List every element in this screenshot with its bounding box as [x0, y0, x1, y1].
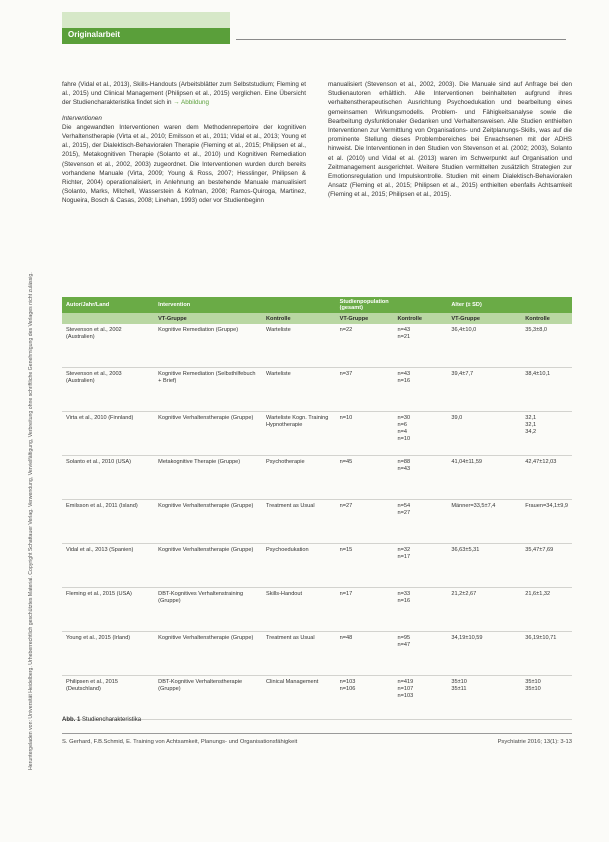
- header-band-light: [62, 12, 230, 28]
- header-population: Studienpopulation (gesamt): [336, 297, 394, 313]
- table-cell: Warteliste: [262, 368, 336, 412]
- column-right: [328, 80, 572, 200]
- table-cell: n=37: [336, 368, 394, 412]
- subheader: VT-Gruppe: [154, 313, 262, 324]
- table-row: [62, 368, 572, 412]
- right-paragraph-1: manualisiert (Stevenson et al., 2002, 2003). Die Manuale sind auf Anfrage bei den Studienautoren erhältlich. Alle Interventionen beinhalteten aufgrund ihres verhaltenstherapeutischen Ausrichtung Psychoedukation und bearbeitung eines gemeinsamen Wirkungsmodells. Problem- und Fähigkeitsanalyse sowie die Bearbeitung dysfunktionaler Gedanken und Verhaltensweisen. Alle Studien enthielten Interventionen zur Vermittlung von Organisations- und Zeitplanungs-Skills, was auf die prominente Stellung dieses Problembereiches bei Erwachsenen mit der ADHS hinweist. Die Interventionen in den Studien von Stevenson et al. (2002; 2003), Solanto et al. (2010) und Vidal et al. (2013) waren im Schwerpunkt auf Organisation und Zeitmanagement ausgerichtet. Weitere Studien vermittelten zusätzlich Strategien zur Emotionsregulation und Impulskontrolle. Studien mit einem Dialektisch-Behavioralen Ansatz (Fleming et al., 2015; Philipsen et al., 2015) enthielten ebenfalls Achtsamkeit (Fleming et al., 2015; Philipsen et al., 2015).: [328, 81, 572, 199]
- table-row: [62, 324, 572, 368]
- table-cell: 36,19±10,71: [521, 632, 572, 676]
- table-cell: 36,4±10,0: [447, 324, 521, 368]
- subheader: Kontrolle: [262, 313, 336, 324]
- table-cell: 39,4±7,7: [447, 368, 521, 412]
- table-cell: Skills-Handout: [262, 588, 336, 632]
- table-cell: n=33 n=16: [393, 588, 447, 632]
- table-row: [62, 544, 572, 588]
- table-cell: Virta et al., 2010 (Finnland): [62, 412, 154, 456]
- footer-rule: [62, 733, 572, 734]
- subheader: Kontrolle: [521, 313, 572, 324]
- table-cell: Vidal et al., 2013 (Spanien): [62, 544, 154, 588]
- footer-citation: S. Gerhard, F.B.Schmid, E. Training von Achtsamkeit, Planungs- und Organisationsfähigkeit: [62, 739, 298, 745]
- table-cell: 32,1 32,1 34,2: [521, 412, 572, 456]
- table-cell: Männer=33,5±7,4: [447, 500, 521, 544]
- table-cell: n=88 n=43: [393, 456, 447, 500]
- table-row: [62, 588, 572, 632]
- header-age-2: [521, 297, 572, 313]
- left-paragraph-1: [62, 80, 306, 108]
- table-cell: n=54 n=27: [393, 500, 447, 544]
- table-cell: n=32 n=17: [393, 544, 447, 588]
- table-cell: n=30 n=6 n=4 n=10: [393, 412, 447, 456]
- header-intervention: Intervention: [154, 297, 262, 313]
- table-row: [62, 500, 572, 544]
- subheader: VT-Gruppe: [336, 313, 394, 324]
- table-cell: Kognitive Verhaltenstherapie (Gruppe): [154, 412, 262, 456]
- subheader: VT-Gruppe: [447, 313, 521, 324]
- table-cell: Solanto et al., 2010 (USA): [62, 456, 154, 500]
- table-cell: Warteliste Kogn. Training Hypnotherapie: [262, 412, 336, 456]
- table-cell: Treatment as Usual: [262, 500, 336, 544]
- table-cell: Psychoedukation: [262, 544, 336, 588]
- table-cell: n=27: [336, 500, 394, 544]
- table-row: [62, 676, 572, 720]
- table-cell: Philipsen et al., 2015 (Deutschland): [62, 676, 154, 720]
- table-header-row: [62, 297, 572, 313]
- caption-label: Abb.: [62, 717, 76, 723]
- left-paragraph-1-text: fahre (Vidal et al., 2013), Skills-Handouts (Arbeitsblätter zum Selbststudium; Fleming et al., 2015) und Clinical Management (Philipsen et al., 2015) verglichen. Eine Übersicht der Studiencharakteristika findet sich in: [62, 81, 306, 107]
- table-cell: n=103 n=106: [336, 676, 394, 720]
- table-cell: 41,04±11,59: [447, 456, 521, 500]
- table-cell: Kognitive Remediation (Selbsthilfebuch + Brief): [154, 368, 262, 412]
- table-cell: Stevenson et al., 2003 (Australien): [62, 368, 154, 412]
- table-cell: 21,2±2,67: [447, 588, 521, 632]
- header-population-2: [393, 297, 447, 313]
- section-label: Originalarbeit: [68, 30, 121, 39]
- header-author: Autor/Jahr/Land: [62, 297, 154, 313]
- table-cell: Psychotherapie: [262, 456, 336, 500]
- table-subheader-row: [62, 313, 572, 324]
- table-cell: Frauen=34,1±9,9: [521, 500, 572, 544]
- table-cell: DBT-Kognitive Verhaltenstherapie (Gruppe): [154, 676, 262, 720]
- table-cell: n=95 n=47: [393, 632, 447, 676]
- table-cell: 35,3±8,0: [521, 324, 572, 368]
- table-cell: 39,0: [447, 412, 521, 456]
- table-cell: n=48: [336, 632, 394, 676]
- table-cell: 21,6±1,32: [521, 588, 572, 632]
- table-cell: Kognitive Verhaltenstherapie (Gruppe): [154, 632, 262, 676]
- table-cell: Fleming et al., 2015 (USA): [62, 588, 154, 632]
- sidebar-notice: Heruntergeladen von: Universität Heidelberg. Urheberrechtlich geschütztes Material. Copyright Schattauer Verlag. Verwendung, Vervielfältigung, Verbreitung ohne schriftliche Genehmigung des Verlages nicht zulässig.: [28, 272, 34, 770]
- table-cell: Stevenson et al., 2002 (Australien): [62, 324, 154, 368]
- table-cell: 36,63±5,31: [447, 544, 521, 588]
- left-paragraph-2: Die angewandten Interventionen waren dem Methodenrepertoire der kognitiven Verhaltenstherapie (Virta et al., 2010; Emilsson et al., 2011; Vidal et al., 2013; Young et al., 2015), der Dialektisch-Behavioralen Therapie (Fleming et al., 2015; Philipsen et al., 2015), Metakognitiven Therapie (Solanto et al., 2010) und Kognitiven Remediation (Stevenson et al., 2002, 2003) zugeordnet. Die Interventionen wurden durch bereits vorhandene Manuale (Virta, 2009; Young & Ross, 2007; Hesslinger, Philipsen & Richter, 2004) operationalisiert, in Anlehnung an bestehende Manuale manualisiert (Solanto, Marks, Mitchell, Wasserstein & Kofman, 2008; Ramos-Quiroga, Martinez, Nogueira, Bosch & Casas, 2008; Linehan, 1993) oder vor Studienbeginn: [62, 123, 306, 205]
- header-intervention-2: [262, 297, 336, 313]
- table-cell: Treatment as Usual: [262, 632, 336, 676]
- footer-journal: Psychiatrie 2016; 13(1): 3-13: [497, 739, 572, 745]
- table-cell: n=15: [336, 544, 394, 588]
- table-cell: DBT-Kognitives Verhaltenstraining (Gruppe): [154, 588, 262, 632]
- table-cell: 35,47±7,69: [521, 544, 572, 588]
- section-heading: Interventionen: [62, 114, 102, 122]
- table-cell: 35±10 35±11: [447, 676, 521, 720]
- table-row: [62, 412, 572, 456]
- table-cell: Kognitive Verhaltenstherapie (Gruppe): [154, 544, 262, 588]
- table-cell: Clinical Management: [262, 676, 336, 720]
- figure-link[interactable]: → Abbildung: [173, 99, 210, 107]
- caption-number: 1: [77, 717, 81, 723]
- table-cell: 35±10 35±10: [521, 676, 572, 720]
- table-cell: Metakognitive Therapie (Gruppe): [154, 456, 262, 500]
- table-cell: n=22: [336, 324, 394, 368]
- table-cell: Warteliste: [262, 324, 336, 368]
- caption-text: Studiencharakteristika: [82, 717, 142, 723]
- table-cell: n=43 n=21: [393, 324, 447, 368]
- study-table: [62, 297, 572, 720]
- header-rule: [236, 39, 566, 40]
- column-left: [62, 80, 306, 206]
- subheader: Kontrolle: [393, 313, 447, 324]
- subheader: [62, 313, 154, 324]
- table-cell: n=45: [336, 456, 394, 500]
- table-cell: Young et al., 2015 (Irland): [62, 632, 154, 676]
- table-cell: n=419 n=107 n=103: [393, 676, 447, 720]
- table-cell: Emilsson et al., 2011 (Island): [62, 500, 154, 544]
- figure-caption: [62, 717, 141, 723]
- table-cell: 34,19±10,59: [447, 632, 521, 676]
- table-body: [62, 324, 572, 720]
- header-age: Alter (± SD): [447, 297, 521, 313]
- table-cell: 42,47±12,03: [521, 456, 572, 500]
- table-row: [62, 456, 572, 500]
- table-cell: n=10: [336, 412, 394, 456]
- table-cell: n=43 n=16: [393, 368, 447, 412]
- table-cell: Kognitive Verhaltenstherapie (Gruppe): [154, 500, 262, 544]
- table-cell: 38,4±10,1: [521, 368, 572, 412]
- table-row: [62, 632, 572, 676]
- table-cell: Kognitive Remediation (Gruppe): [154, 324, 262, 368]
- table-cell: n=17: [336, 588, 394, 632]
